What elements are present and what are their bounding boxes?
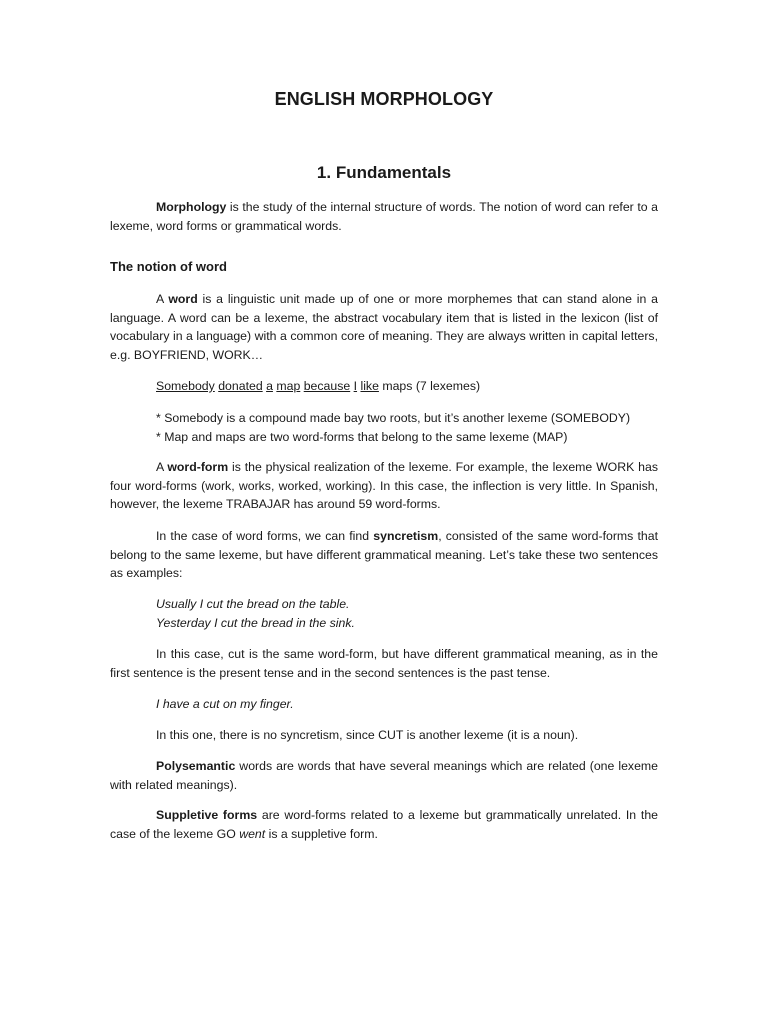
lexeme-somebody: Somebody: [156, 379, 215, 393]
wordform-paragraph: [110, 458, 658, 514]
subheading-notion-of-word: The notion of word: [110, 259, 227, 274]
lexeme-because: because: [303, 379, 351, 393]
notes-block: [110, 409, 658, 446]
lexeme-map: map: [276, 379, 301, 393]
term-morphology: Morphology: [156, 200, 227, 214]
term-syncretism: syncretism: [373, 529, 439, 543]
syncretism-para-text: , consisted of the same word-forms that belong to the same lexeme, but have different grammatical meaning. Let’s take these two sentences as examples:: [110, 529, 658, 580]
example-sentence-tail: maps (7 lexemes): [378, 379, 481, 393]
section-title: 1. Fundamentals: [316, 163, 452, 182]
word-para-text: is a linguistic unit made up of one or more morphemes that can stand alone in a language. A word can be a lexeme, the abstract vocabulary item that is listed in the lexicon (list of vocabulary in a language) with a common core of meaning. They are always written in capital letters, e.g. BOYFRIEND, WORK…: [110, 292, 658, 362]
intro-paragraph: [110, 198, 658, 235]
suppletive-text-1: are word-forms related to a lexeme but grammatically unrelated. In the case of the lexeme GO: [110, 808, 658, 841]
wordform-para-pre: A: [156, 460, 168, 474]
wordform-para-text: is the physical realization of the lexeme. For example, the lexeme WORK has four word-forms (work, works, worked, working). In this case, the inflection is very little. In Spanish, however, the lexeme TRABAJAR has around 59 word-forms.: [110, 460, 658, 511]
intro-text: is the study of the internal structure of words. The notion of word can refer to a lexeme, word forms or grammatical words.: [110, 200, 658, 233]
example-cut-past: Yesterday I cut the bread in the sink.: [156, 615, 355, 630]
syncretism-para-pre: In the case of word forms, we can find: [156, 529, 374, 543]
polysemantic-text: words are words that have several meanings which are related (one lexeme with related meanings).: [110, 759, 658, 792]
note-somebody: * Somebody is a compound made bay two roots, but it’s another lexeme (SOMEBODY): [156, 411, 631, 425]
example-finger: I have a cut on my finger.: [156, 697, 294, 711]
lexeme-donated: donated: [218, 379, 263, 393]
no-syncretism-paragraph: In this one, there is no syncretism, since CUT is another lexeme (it is a noun).: [156, 728, 579, 742]
lexeme-like: like: [360, 379, 379, 393]
term-polysemantic: Polysemantic: [156, 759, 236, 773]
document-title: ENGLISH MORPHOLOGY: [274, 89, 494, 109]
word-para-pre: A: [156, 292, 169, 306]
suppletive-paragraph: [110, 806, 658, 843]
term-word-form: word-form: [167, 460, 229, 474]
term-suppletive-forms: Suppletive forms: [156, 808, 258, 822]
term-word: word: [168, 292, 198, 306]
polysemantic-paragraph: [110, 757, 658, 794]
cut-examples: [110, 595, 658, 632]
suppletive-text-2: is a suppletive form.: [265, 826, 378, 841]
syncretism-paragraph: [110, 527, 658, 583]
word-paragraph: [110, 290, 658, 364]
example-cut-present: Usually I cut the bread on the table.: [156, 597, 350, 611]
lexeme-a: a: [266, 379, 273, 393]
lexeme-i: I: [353, 379, 358, 393]
suppletive-example-went: went: [239, 826, 266, 841]
note-map-maps: * Map and maps are two word-forms that belong to the same lexeme (MAP): [156, 429, 568, 444]
cut-paragraph: In this case, cut is the same word-form, but have different grammatical meaning, as in the first sentence is the present tense and in the second sentences is the past tense.: [110, 647, 658, 680]
example-sentence-lexemes: [110, 377, 658, 396]
